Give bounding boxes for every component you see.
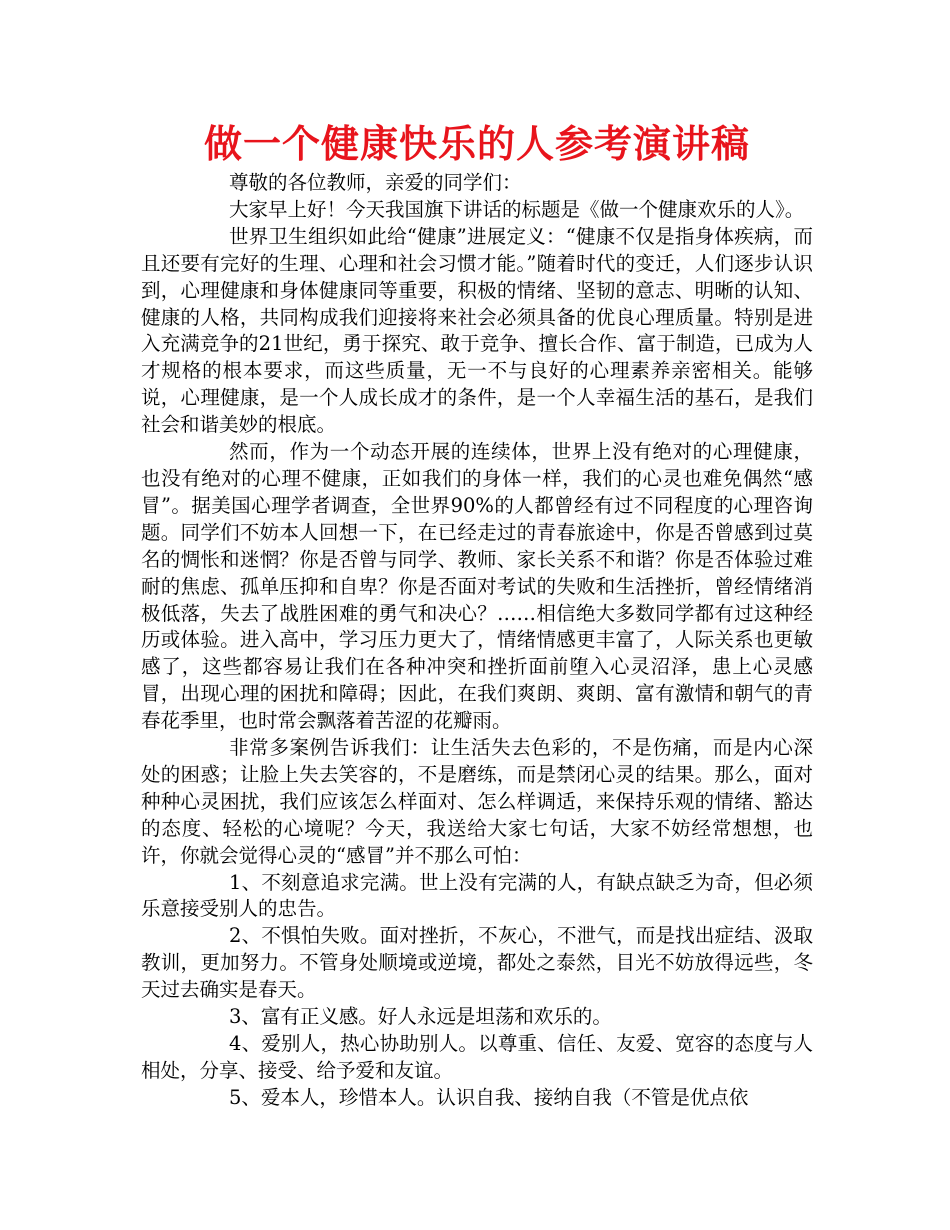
paragraph-seven-sentences: 非常多案例告诉我们：让生活失去色彩的，不是伤痛，而是内心深处的困惑；让脸上失去笑容的，不是磨练，而是禁闭心灵的结果。那么，面对种种心灵困扰，我们应该怎么样面对、怎么样调适，来保持乐观的情绪、豁达的态度、轻松的心境呢？今天，我送给大家七句话，大家不妨经常想想，也许，你就会觉得心灵的“感冒”并不那么可怕： bbox=[141, 736, 813, 867]
document-page bbox=[141, 118, 813, 1112]
paragraph-item-4: 4、爱别人，热心协助别人。以尊重、信任、友爱、宽容的态度与人相处，分享、接受、给予爱和友谊。 bbox=[141, 1032, 813, 1082]
document-title: 做一个健康快乐的人参考演讲稿 bbox=[203, 122, 750, 166]
paragraph-mental-cold: 然而，作为一个动态开展的连续体，世界上没有绝对的心理健康，也没有绝对的心理不健康，正如我们的身体一样，我们的心灵也难免偶然“感冒”。据美国心理学者调查，全世界90%的人都曾经有过不同程度的心理咨询题。同学们不妨本人回想一下，在已经走过的青春旅途中，你是否曾感到过莫名的惆怅和迷惘？你是否曾与同学、教师、家长关系不和谐？你是否体验过难耐的焦虑、孤单压抑和自卑？你是否面对考试的失败和生活挫折，曾经情绪消极低落，失去了战胜困难的勇气和决心？……相信绝大多数同学都有过这种经历或体验。进入高中，学习压力更大了，情绪情感更丰富了，人际关系也更敏感了，这些都容易让我们在各种冲突和挫折面前堕入心灵沼泽，患上心灵感冒，出现心理的困扰和障碍；因此，在我们爽朗、爽朗、富有激情和朝气的青春花季里，也时常会飘落着苦涩的花瓣雨。 bbox=[141, 440, 813, 733]
paragraph-greeting: 大家早上好！今天我国旗下讲话的标题是《做一个健康欢乐的人》。 bbox=[229, 197, 805, 221]
paragraph-item-1: 1、不刻意追求完满。世上没有完满的人，有缺点缺乏为奇，但必须乐意接受别人的忠告。 bbox=[141, 870, 813, 921]
paragraph-item-5: 5、爱本人，珍惜本人。认识自我、接纳自我（不管是优点依 bbox=[229, 1085, 749, 1109]
paragraph-item-2: 2、不惧怕失败。面对挫折，不灰心，不泄气，而是找出症结、汲取教训，更加努力。不管身处顺境或逆境，都处之泰然，目光不妨放得远些，冬天过去确实是春天。 bbox=[141, 924, 813, 1002]
paragraph-salutation: 尊敬的各位教师，亲爱的同学们： bbox=[229, 171, 522, 194]
paragraph-item-3: 3、富有正义感。好人永远是坦荡和欢乐的。 bbox=[229, 1005, 612, 1029]
paragraph-health-definition: 世界卫生组织如此给“健康”进展定义：“健康不仅是指身体疾病，而且还要有完好的生理、心理和社会习惯才能。”随着时代的变迁，人们逐步认识到，心理健康和身体健康同等重要，积极的情绪、坚韧的意志、明晰的认知、健康的人格，共同构成我们迎接将来社会必须具备的优良心理质量。特别是进入充满竞争的21世纪，勇于探究、敢于竞争、擅长合作、富于制造，已成为人才规格的根本要求，而这些质量，无一不与良好的心理素养亲密相关。能够说，心理健康，是一个人成长成才的条件，是一个人幸福生活的基石，是我们社会和谐美妙的根底。 bbox=[141, 224, 813, 437]
document-body bbox=[141, 170, 813, 1112]
